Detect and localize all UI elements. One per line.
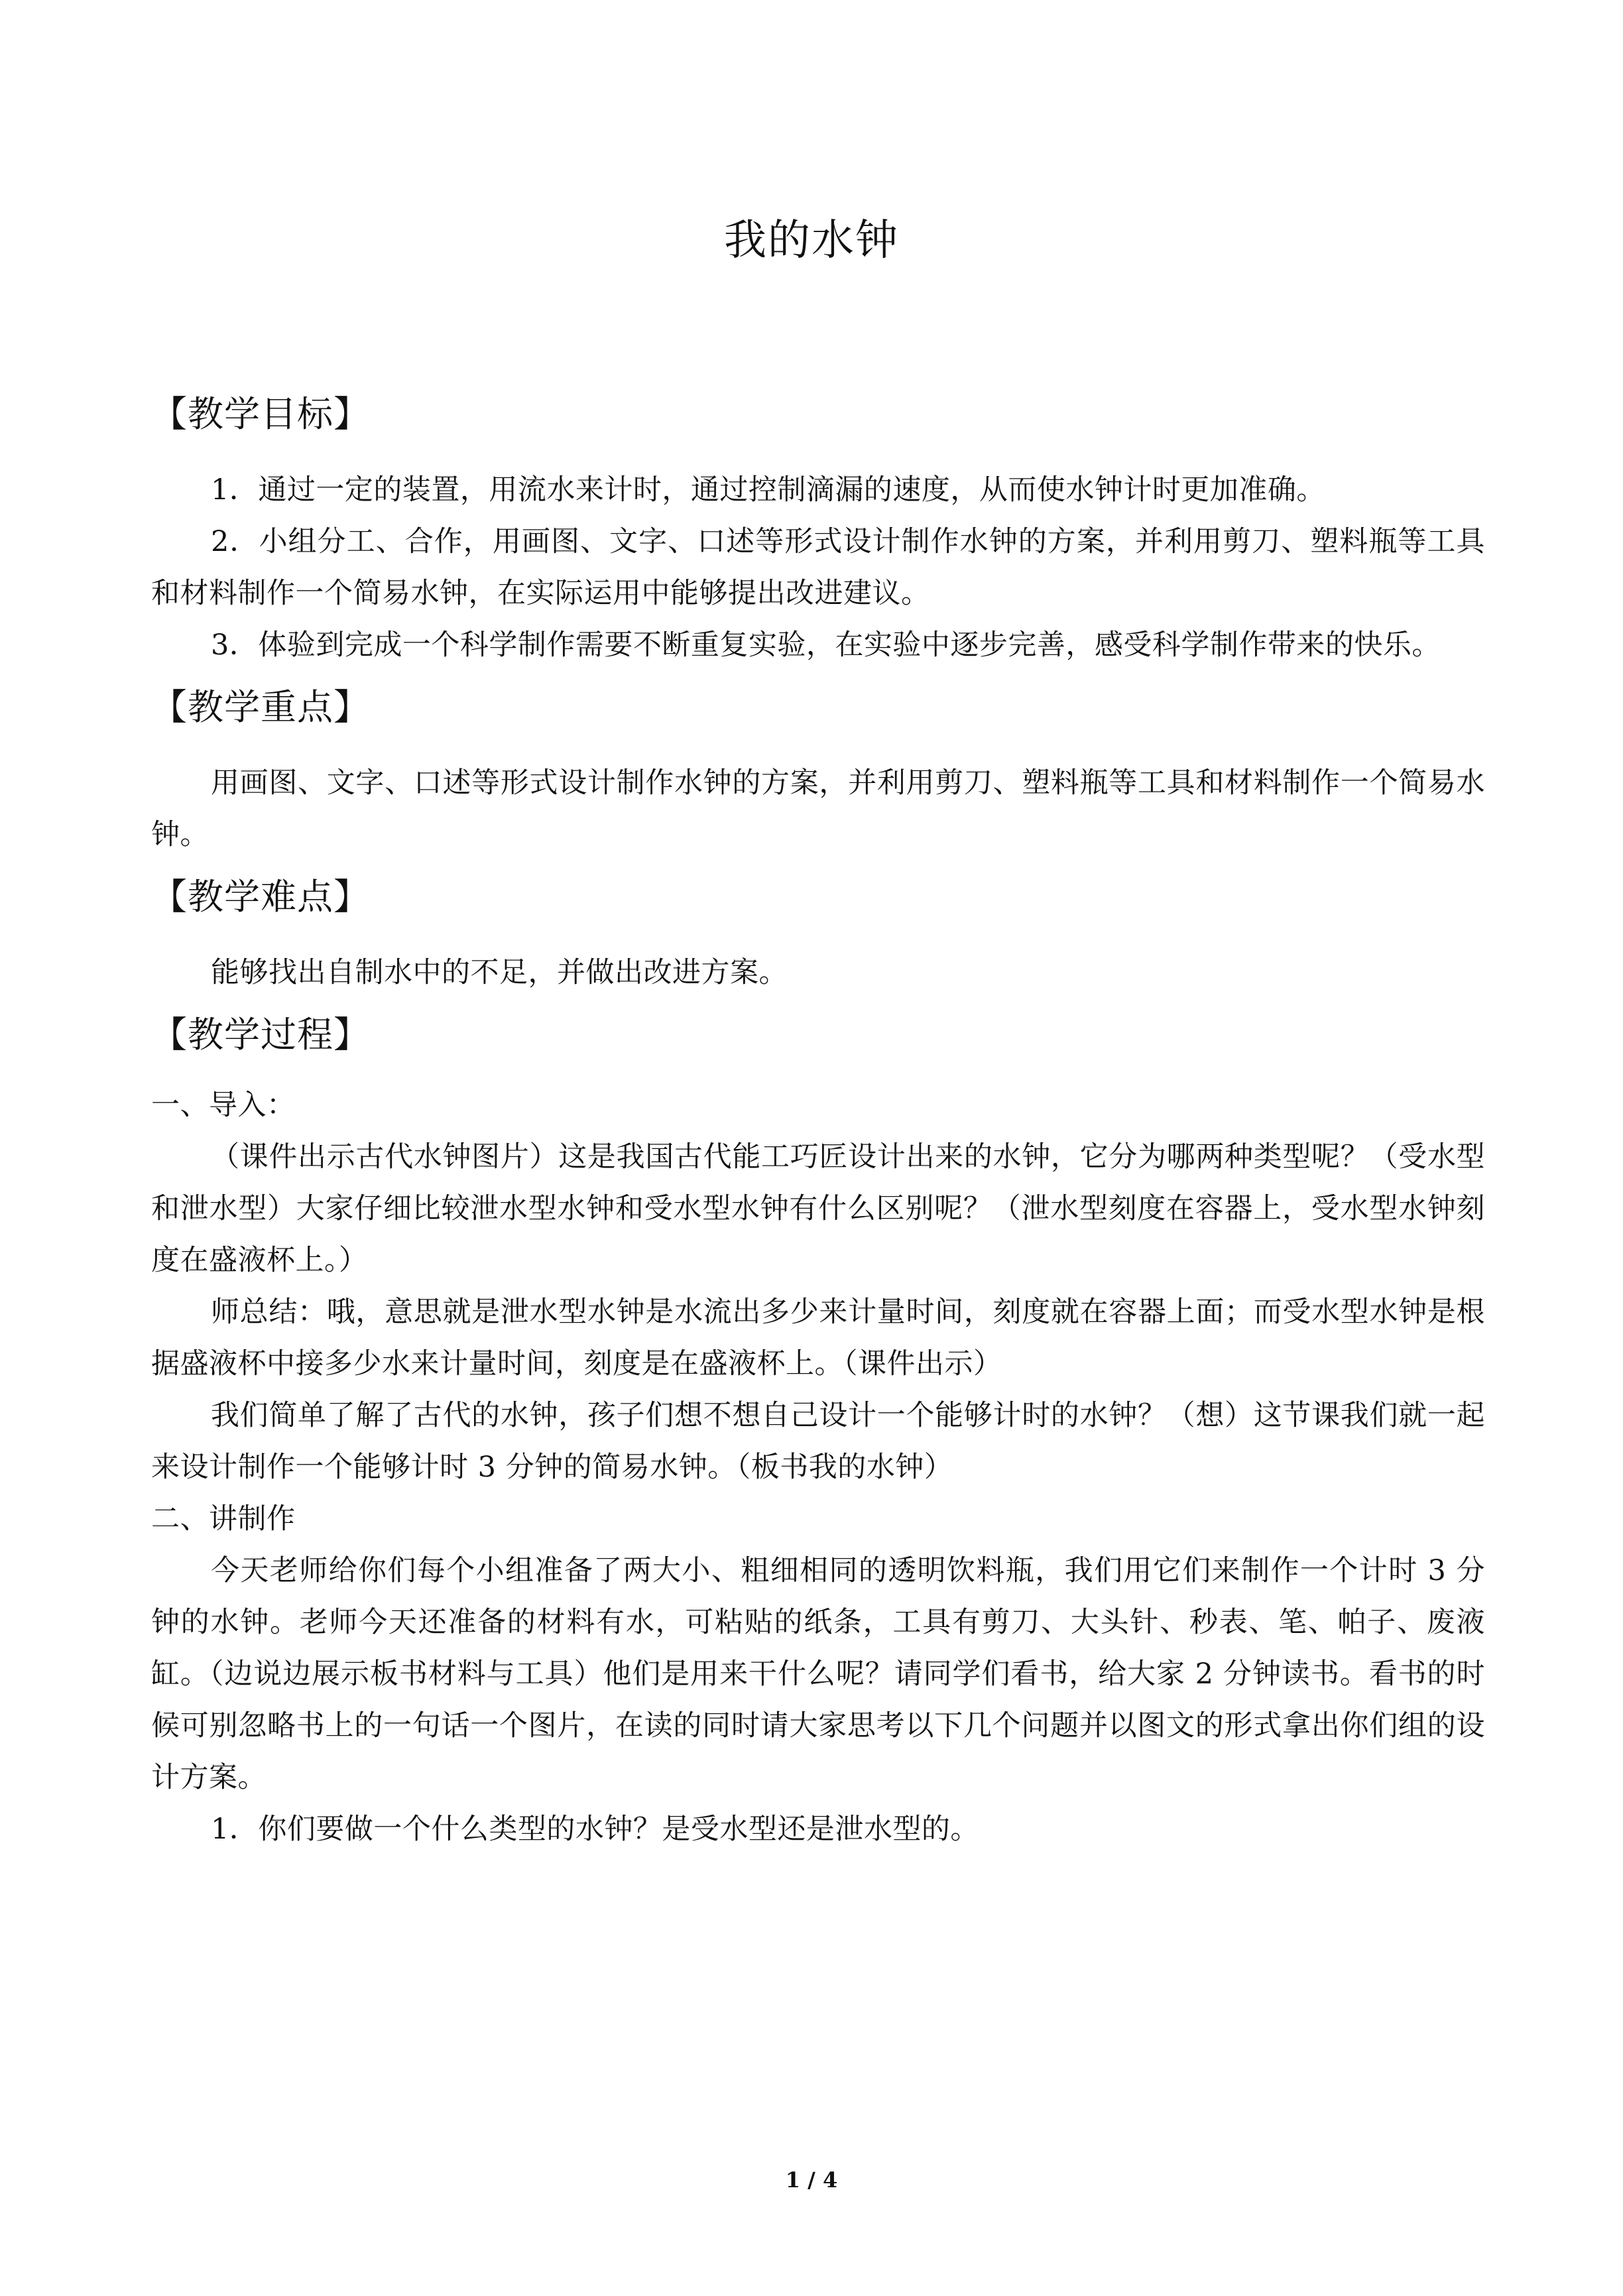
process-part2-title: 二、讲制作 <box>151 1502 296 1536</box>
objective-item: 2．小组分工、合作，用画图、文字、口述等形式设计制作水钟的方案，并利用剪刀、塑料瓶等工具和材料制作一个简易水钟，在实际运用中能够提出改进建议。 <box>151 525 1485 610</box>
objective-item: 1．通过一定的装置，用流水来计时，通过控制滴漏的速度，从而使水钟计时更加准确。 <box>211 473 1325 507</box>
process-paragraph: 1．你们要做一个什么类型的水钟？是受水型还是泄水型的。 <box>211 1813 979 1846</box>
objective-item: 3．体验到完成一个科学制作需要不断重复实验，在实验中逐步完善，感受科学制作带来的快乐。 <box>211 629 1441 662</box>
process-paragraph: 师总结：哦，意思就是泄水型水钟是水流出多少来计量时间，刻度就在容器上面；而受水型水钟是根据盛液杯中接多少水来计量时间，刻度是在盛液杯上。（课件出示） <box>151 1296 1485 1380</box>
section-heading-difficulties: 【教学难点】 <box>151 876 370 918</box>
section-heading-objectives: 【教学目标】 <box>151 393 370 435</box>
section-heading-process: 【教学过程】 <box>151 1014 370 1056</box>
process-part1-title: 一、导入： <box>151 1089 296 1122</box>
process-paragraph: （课件出示古代水钟图片）这是我国古代能工巧匠设计出来的水钟，它分为哪两种类型呢？（受水型和泄水型）大家仔细比较泄水型水钟和受水型水钟有什么区别呢？（泄水型刻度在容器上，受水型水钟刻度在盛液杯上。） <box>151 1140 1485 1277</box>
process-paragraph: 我们简单了解了古代的水钟，孩子们想不想自己设计一个能够计时的水钟？（想）这节课我们就一起来设计制作一个能够计时 3 分钟的简易水钟。（板书我的水钟） <box>151 1399 1485 1484</box>
key-points-text: 用画图、文字、口述等形式设计制作水钟的方案，并利用剪刀、塑料瓶等工具和材料制作一个简易水钟。 <box>151 766 1485 851</box>
page-number: 1 / 4 <box>785 2167 838 2193</box>
process-paragraph: 今天老师给你们每个小组准备了两大小、粗细相同的透明饮料瓶，我们用它们来制作一个计时 3 分钟的水钟。老师今天还准备的材料有水，可粘贴的纸条，工具有剪刀、大头针、秒表、笔、帕子、废液缸。（边说边展示板书材料与工具）他们是用来干什么呢？请同学们看书，给大家 2 分钟读书。看书的时候可别忽略书上的一句话一个图片，在读的同时请大家思考以下几个问题并以图文的形式拿出你们组的设计方案。 <box>151 1554 1485 1794</box>
page-title: 我的水钟 <box>724 216 899 265</box>
document-body <box>151 378 1485 1855</box>
section-heading-key-points: 【教学重点】 <box>151 686 370 728</box>
difficulties-text: 能够找出自制水中的不足，并做出改进方案。 <box>211 956 788 989</box>
